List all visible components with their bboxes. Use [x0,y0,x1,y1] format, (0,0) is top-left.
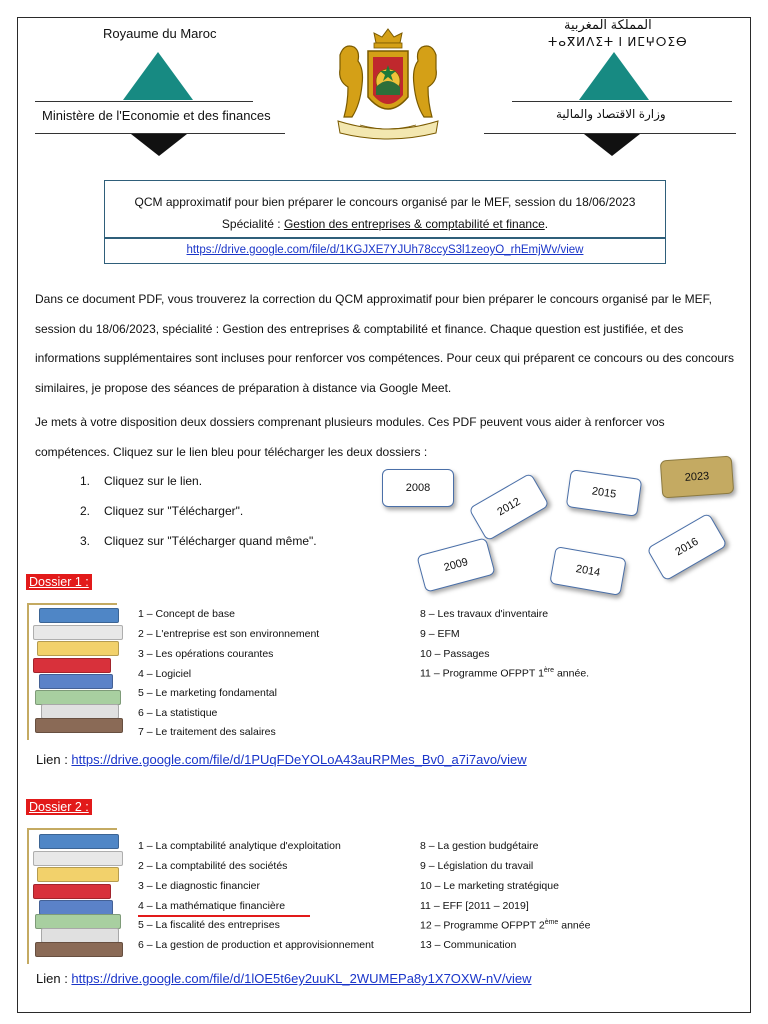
dossier-1-label: Dossier 1 : [26,574,92,590]
year-card-2012[interactable]: 2012 [468,473,549,542]
link-label: Lien : [36,752,72,767]
dossier-2-module: 11 – EFF [2011 – 2019] [420,900,529,912]
kingdom-arabic: المملكة المغربية [564,17,652,32]
exam-info-box [104,180,666,264]
dossier-2-module: 8 – La gestion budgétaire [420,840,539,852]
year-card-2023[interactable]: 2023 [660,456,734,499]
dossier-2-link-row [36,971,531,986]
header-divider-left-top [35,101,253,102]
dossier-2-module: 4 – La mathématique financière [138,900,286,912]
black-triangle-left [131,134,187,156]
teal-triangle-right [579,52,649,100]
year-card-2016[interactable]: 2016 [646,513,727,582]
dossier-2-module: 2 – La comptabilité des sociétés [138,860,288,872]
ministry-label: Ministère de l'Economie et des finances [42,108,271,123]
dossier-1-module: 1 – Concept de base [138,608,235,620]
dossier-1-module: 2 – L'entreprise est son environnement [138,628,320,640]
dossier-1-module: 3 – Les opérations courantes [138,648,274,660]
dossier-1-frame-top [27,603,117,605]
exam-title: QCM approximatif pour bien préparer le concours organisé par le MEF, session du 18/06/2023 [134,195,636,209]
exam-correction-link[interactable]: https://drive.google.com/file/d/1KGJXE7YJUh78ccyS3l1zeoyO_rhEmjWv/view [186,244,584,256]
list-item: 1. Cliquez sur le lien. [80,474,203,488]
dossiers-paragraph: Je mets à votre disposition deux dossiers comprenant plusieurs modules. Ces PDF peuvent vous aider à renforcer vos compétences. Cliquez sur le lien bleu pour télécharger les deux dossiers : [35,415,665,459]
black-triangle-right [584,134,640,156]
dossier-1-module: 6 – La statistique [138,707,218,719]
dossier-2-module: 6 – La gestion de production et approvisionnement [138,939,374,951]
dossier-1-module: 11 – Programme OFPPT 1ère année. [420,667,590,680]
kingdom-label: Royaume du Maroc [103,26,217,41]
list-item: 2. Cliquez sur "Télécharger". [80,504,244,518]
dossier-2-module: 12 – Programme OFPPT 2ème année [420,919,591,932]
teal-triangle-left [123,52,193,100]
dossier-2-frame-top [27,828,117,830]
binders-stack-2-icon [33,834,127,962]
header-divider-right-top [512,101,732,102]
link-label: Lien : [36,971,72,986]
exam-specialty: Spécialité : Gestion des entreprises & comptabilité et finance. [221,217,549,231]
year-card-2014[interactable]: 2014 [549,546,627,596]
dossier-1-module: 8 – Les travaux d'inventaire [420,608,549,620]
dossier-1-download-link[interactable]: https://drive.google.com/file/d/1PUqFDeYOLoA43auRPMes_Bv0_a7i7avo/view [71,752,527,767]
dossier-1-frame-left [27,603,29,740]
dossier-2-module: 5 – La fiscalité des entreprises [138,919,280,931]
year-card-2009[interactable]: 2009 [416,537,495,592]
binders-stack-1-icon [33,608,127,736]
moroccan-coat-of-arms-icon [330,25,446,145]
dossier-2-download-link[interactable]: https://drive.google.com/file/d/1lOE5t6ey2uuKL_2WUMEPa8y1X7OXW-nV/view [71,971,532,986]
dossier-2-frame-left [27,828,29,964]
dossier-2-label: Dossier 2 : [26,799,92,815]
dossier-2-module: 10 – Le marketing stratégique [420,880,559,892]
dossier-1-module: 10 – Passages [420,648,490,660]
list-item: 3. Cliquez sur "Télécharger quand même". [80,534,317,548]
dossier-2-module: 9 – Législation du travail [420,860,534,872]
specialty-name: Gestion des entreprises & comptabilité et finance [283,217,545,231]
year-card-2008[interactable]: 2008 [382,469,454,507]
dossier-1-module: 9 – EFM [420,628,460,640]
info-box-divider [105,237,665,239]
dossier-1-module: 4 – Logiciel [138,668,192,680]
dossier-1-link-row [36,752,527,767]
kingdom-tifinagh: ⵜⴰⴳⵍⴷⵉⵜ ⵏ ⵍⵎⵖⵔⵉⴱ [548,35,688,49]
dossier-2-module: 3 – Le diagnostic financier [138,880,260,892]
year-card-2015[interactable]: 2015 [566,469,643,517]
dossier-1-module: 5 – Le marketing fondamental [138,687,277,699]
ministry-arabic: وزارة الاقتصاد والمالية [556,107,666,121]
dossier-1-module: 7 – Le traitement des salaires [138,726,276,738]
intro-paragraph: Dans ce document PDF, vous trouverez la correction du QCM approximatif pour bien préparer le concours organisé par le MEF, session du 18/06/2023, spécialité : Gestion des entreprises & comptabilité et finance. Chaque question est justifiée, et des informations supplémentaires sont incluses pour renforcer vos compétences. Pour ceux qui préparent ce concours ou des concours similaires, je propose des séances de préparation à distance via Google Meet. [35,292,735,395]
dossier-2-module: 1 – La comptabilité analytique d'exploitation [138,840,341,852]
highlight-underline [138,915,310,917]
dossier-2-module: 13 – Communication [420,939,517,951]
